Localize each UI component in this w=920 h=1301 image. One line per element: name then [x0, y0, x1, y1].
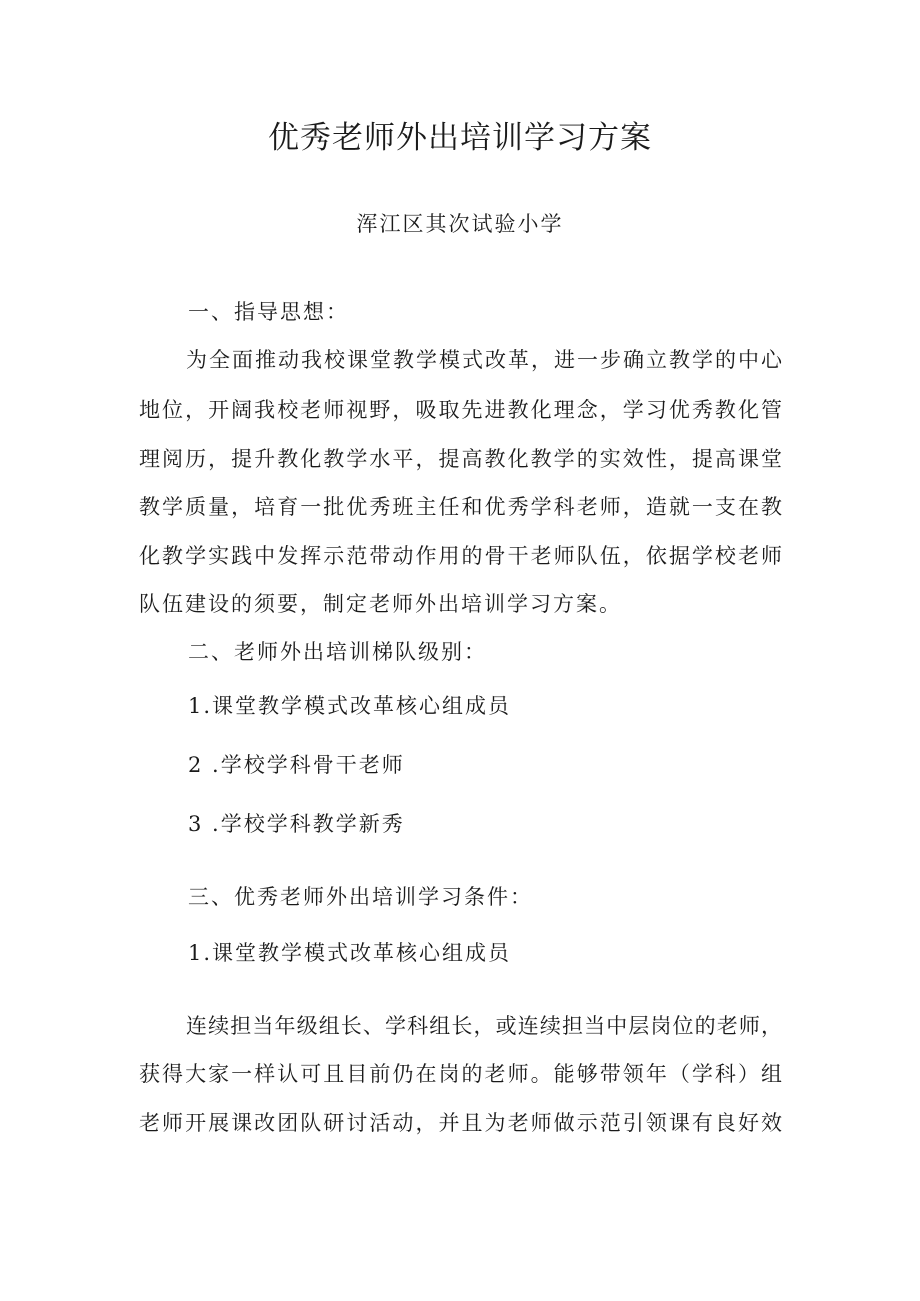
- section2-item: 1.课堂教学模式改革核心组成员: [188, 694, 512, 718]
- document-subtitle: 浑江区其次试验小学: [356, 212, 564, 236]
- section3-line: 老师开展课改团队研讨活动，并且为老师做示范引领课有良好效: [139, 1111, 782, 1135]
- section3-heading: 三、优秀老师外出培训学习条件：: [188, 885, 533, 909]
- document-title: 优秀老师外出培训学习方案: [268, 120, 652, 156]
- section1-line: 地位，开阔我校老师视野，吸取先进教化理念，学习优秀教化管: [139, 398, 782, 422]
- section3-line: 获得大家一样认可且目前仍在岗的老师。能够带领年（学科）组: [139, 1062, 782, 1086]
- section1-line: 理阅历，提升教化教学水平，提高教化教学的实效性，提高课堂: [139, 447, 782, 471]
- section3-line: 连续担当年级组长、学科组长，或连续担当中层岗位的老师，: [186, 1014, 782, 1038]
- section3-item: 1.课堂教学模式改革核心组成员: [188, 941, 512, 965]
- section1-line: 化教学实践中发挥示范带动作用的骨干老师队伍，依据学校老师: [139, 544, 782, 568]
- section1-heading: 一、指导思想：: [188, 300, 349, 324]
- section2-item: 2 .学校学科骨干老师: [188, 753, 405, 777]
- section1-line: 为全面推动我校课堂教学模式改革，进一步确立教学的中心: [186, 348, 782, 372]
- section1-line: 队伍建设的须要，制定老师外出培训学习方案。: [139, 592, 622, 616]
- section2-item: 3 .学校学科教学新秀: [188, 812, 405, 836]
- section2-heading: 二、老师外出培训梯队级别：: [188, 640, 487, 664]
- section1-line: 教学质量，培育一批优秀班主任和优秀学科老师，造就一支在教: [139, 495, 782, 519]
